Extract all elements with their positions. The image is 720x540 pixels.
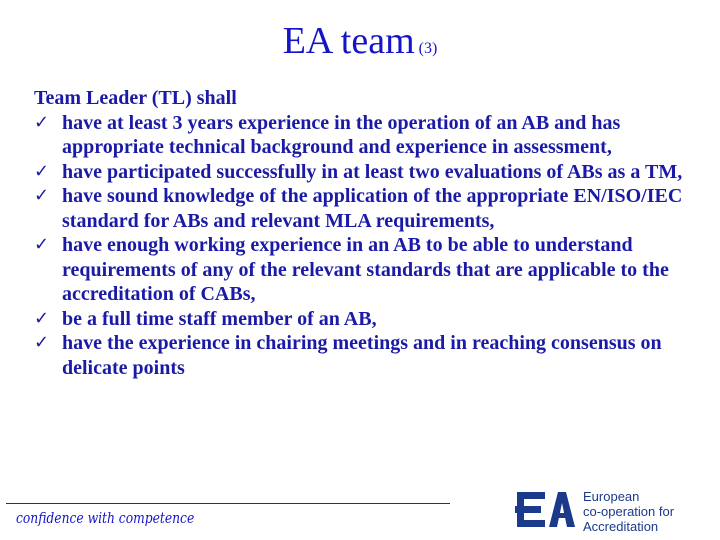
requirement-text: have the experience in chairing meetings and in reaching consensus on delicate points [62, 332, 662, 379]
requirement-item [34, 307, 714, 332]
requirement-item [34, 233, 714, 307]
requirement-item [34, 184, 714, 233]
checkmark-icon: ✓ [34, 160, 50, 182]
requirement-text: have enough working experience in an AB to be able to understand requirements of any of the relevant standards that are applicable to the accreditation of CABs, [62, 234, 669, 305]
checkmark-icon: ✓ [34, 185, 50, 206]
ea-logo-line: Accreditation [583, 519, 659, 534]
footer-divider [6, 503, 450, 504]
checkmark-icon: ✓ [34, 111, 50, 133]
requirement-text: have sound knowledge of the application of the appropriate EN/ISO/IEC standard for ABs and relevant MLA requirements, [62, 185, 683, 232]
requirements-list [34, 111, 714, 381]
ea-logo-line: European [583, 489, 640, 504]
requirement-item [34, 160, 714, 185]
slide-title-number: (3) [418, 40, 438, 57]
ea-logo-line: co-operation for [583, 504, 675, 519]
requirement-text: have participated successfully in at least two evaluations of ABs as a TM, [62, 160, 683, 183]
ea-logo-text [583, 489, 674, 534]
checkmark-icon: ✓ [34, 234, 50, 255]
slide-title [0, 18, 720, 72]
checkmark-icon: ✓ [34, 307, 50, 329]
slide-title-main: EA team [282, 20, 415, 62]
body-lead: Team Leader (TL) shall [34, 87, 237, 109]
checkmark-icon: ✓ [34, 332, 50, 353]
requirement-text: be a full time staff member of an AB, [62, 307, 377, 330]
ea-logo-mark-icon [515, 489, 577, 531]
slide-body [34, 86, 714, 380]
requirement-item [34, 331, 714, 380]
requirement-text: have at least 3 years experience in the operation of an AB and has appropriate technical background and experience in assessment, [62, 111, 621, 158]
footer-slogan: confidence with competence [16, 509, 195, 527]
requirement-item [34, 111, 714, 160]
